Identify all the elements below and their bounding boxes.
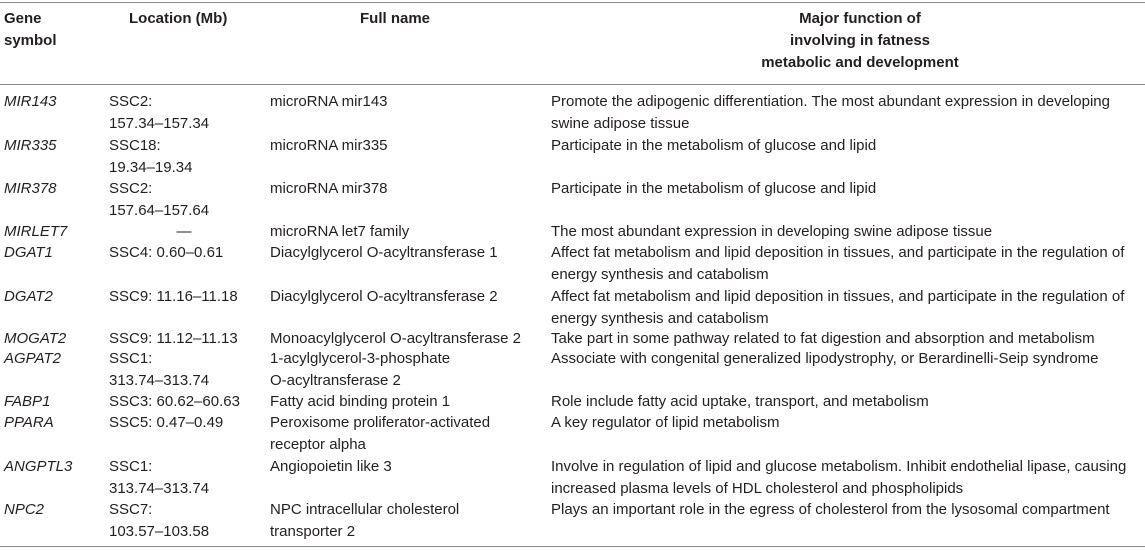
full-name-line-1: Diacylglycerol O-acyltransferase 1 (270, 244, 498, 261)
location-line-1: SSC9: 11.16–11.18 (109, 288, 238, 305)
function-cell (551, 135, 1143, 157)
full-name-cell (270, 456, 542, 478)
location-cell (109, 499, 259, 543)
gene-symbol-cell (4, 412, 104, 434)
gene-symbol-cell (4, 242, 104, 264)
location-line-2: 157.34–157.34 (109, 115, 210, 132)
location-line-1: SSC7: (109, 501, 153, 518)
full-name-line-1: microRNA mir335 (270, 137, 388, 154)
function-line-1: Affect fat metabolism and lipid deposition in tissues, and participate in the regulation of (551, 244, 1125, 261)
gene-symbol: MIR335 (4, 137, 57, 154)
gene-symbol: MOGAT2 (4, 330, 67, 347)
full-name-cell (270, 348, 542, 392)
table-top-rule (0, 2, 1145, 3)
header-major-function-line-1: Major function of (799, 10, 921, 27)
gene-symbol: MIR143 (4, 93, 57, 110)
header-location (129, 8, 249, 30)
table-bottom-rule (0, 546, 1145, 547)
function-cell (551, 412, 1143, 434)
function-cell (551, 178, 1143, 200)
full-name-cell (270, 412, 542, 456)
location-line-1: SSC4: 0.60–0.61 (109, 244, 224, 261)
location-cell (109, 328, 259, 350)
gene-symbol: AGPAT2 (4, 350, 61, 367)
location-line-2: 313.74–313.74 (109, 480, 210, 497)
header-location-label: Location (Mb) (129, 10, 228, 27)
function-line-2: energy synthesis and catabolism (551, 310, 769, 327)
full-name-line-2: receptor alpha (270, 436, 366, 453)
function-line-1: Plays an important role in the egress of cholesterol from the lysosomal compartment (551, 501, 1110, 518)
location-line-1: SSC2: (109, 93, 153, 110)
location-line-1: SSC18: (109, 137, 161, 154)
location-cell (109, 348, 259, 392)
gene-symbol-cell (4, 178, 104, 200)
location-cell (109, 412, 259, 434)
gene-symbol: ANGPTL3 (4, 458, 73, 475)
function-cell (551, 242, 1143, 286)
location-cell (109, 221, 259, 243)
header-full-name-label: Full name (360, 10, 431, 27)
table-header-rule (0, 84, 1145, 85)
gene-symbol: DGAT1 (4, 244, 53, 261)
function-cell (551, 221, 1143, 243)
full-name-cell (270, 178, 542, 200)
full-name-cell (270, 391, 542, 413)
location-line-1: SSC1: (109, 458, 153, 475)
header-gene-symbol-line-2: symbol (4, 32, 57, 49)
function-line-1: Participate in the metabolism of glucose and lipid (551, 137, 877, 154)
header-gene-symbol-line-1: Gene (4, 10, 42, 27)
gene-symbol: NPC2 (4, 501, 45, 518)
gene-symbol-cell (4, 391, 104, 413)
function-line-1: A key regulator of lipid metabolism (551, 414, 780, 431)
full-name-line-1: Peroxisome proliferator-activated (270, 414, 491, 431)
full-name-cell (270, 499, 542, 543)
location-line-2: 313.74–313.74 (109, 372, 210, 389)
function-cell (551, 391, 1143, 413)
header-major-function (740, 8, 980, 74)
location-cell (109, 135, 259, 179)
location-line-2: 157.64–157.64 (109, 202, 210, 219)
function-line-1: Take part in some pathway related to fat digestion and absorption and metabolism (551, 330, 1095, 347)
function-cell (551, 91, 1143, 135)
full-name-cell (270, 242, 542, 264)
function-cell (551, 348, 1143, 370)
header-major-function-line-2: involving in fatness (789, 32, 931, 49)
header-full-name (360, 8, 480, 30)
gene-symbol: MIR378 (4, 180, 57, 197)
function-line-2: energy synthesis and catabolism (551, 266, 769, 283)
function-line-1: The most abundant expression in developing swine adipose tissue (551, 223, 993, 240)
full-name-line-2: transporter 2 (270, 523, 356, 540)
location-cell (109, 456, 259, 500)
gene-symbol: DGAT2 (4, 288, 53, 305)
header-major-function-line-3: metabolic and development (761, 54, 959, 71)
full-name-line-2: O-acyltransferase 2 (270, 372, 401, 389)
gene-symbol-cell (4, 91, 104, 113)
function-cell (551, 286, 1143, 330)
gene-symbol-cell (4, 499, 104, 521)
full-name-line-1: Angiopoietin like 3 (270, 458, 392, 475)
gene-symbol-cell (4, 456, 104, 478)
function-line-1: Participate in the metabolism of glucose and lipid (551, 180, 877, 197)
function-line-1: Promote the adipogenic differentiation. The most abundant expression in developing (551, 93, 1110, 110)
location-cell (109, 391, 259, 413)
function-line-1: Associate with congenital generalized lipodystrophy, or Berardinelli-Seip syndrome (551, 350, 1099, 367)
full-name-line-1: Fatty acid binding protein 1 (270, 393, 451, 410)
location-cell (109, 178, 259, 222)
location-line-1: SSC1: (109, 350, 153, 367)
function-cell (551, 499, 1143, 521)
full-name-cell (270, 135, 542, 157)
location-line-1: SSC3: 60.62–60.63 (109, 393, 240, 410)
full-name-line-1: NPC intracellular cholesterol (270, 501, 460, 518)
gene-symbol-cell (4, 221, 104, 243)
full-name-cell (270, 91, 542, 113)
full-name-line-1: microRNA mir143 (270, 93, 388, 110)
location-cell (109, 286, 259, 308)
function-line-1: Involve in regulation of lipid and glucose metabolism. Inhibit endothelial lipase, causing (551, 458, 1127, 475)
function-line-1: Affect fat metabolism and lipid deposition in tissues, and participate in the regulation of (551, 288, 1125, 305)
full-name-cell (270, 286, 542, 308)
header-gene-symbol (4, 8, 94, 52)
full-name-line-1: Diacylglycerol O-acyltransferase 2 (270, 288, 498, 305)
gene-symbol-cell (4, 328, 104, 350)
function-cell (551, 328, 1143, 350)
gene-symbol-cell (4, 135, 104, 157)
gene-symbol: PPARA (4, 414, 54, 431)
function-line-1: Role include fatty acid uptake, transport, and metabolism (551, 393, 929, 410)
gene-symbol: FABP1 (4, 393, 51, 410)
gene-symbol: MIRLET7 (4, 223, 68, 240)
location-line-1: — (176, 223, 192, 240)
full-name-line-1: 1-acylglycerol-3-phosphate (270, 350, 451, 367)
function-line-2: increased plasma levels of HDL cholesterol and phospholipids (551, 480, 964, 497)
location-line-1: SSC9: 11.12–11.13 (109, 330, 238, 347)
function-cell (551, 456, 1143, 500)
gene-symbol-cell (4, 286, 104, 308)
full-name-cell (270, 328, 542, 350)
gene-symbol-cell (4, 348, 104, 370)
full-name-cell (270, 221, 542, 243)
location-line-1: SSC2: (109, 180, 153, 197)
location-line-1: SSC5: 0.47–0.49 (109, 414, 224, 431)
full-name-line-1: Monoacylglycerol O-acyltransferase 2 (270, 330, 521, 347)
full-name-line-1: microRNA mir378 (270, 180, 388, 197)
function-line-2: swine adipose tissue (551, 115, 690, 132)
location-cell (109, 91, 259, 135)
location-line-2: 103.57–103.58 (109, 523, 210, 540)
location-cell (109, 242, 259, 264)
full-name-line-1: microRNA let7 family (270, 223, 410, 240)
location-line-2: 19.34–19.34 (109, 159, 193, 176)
